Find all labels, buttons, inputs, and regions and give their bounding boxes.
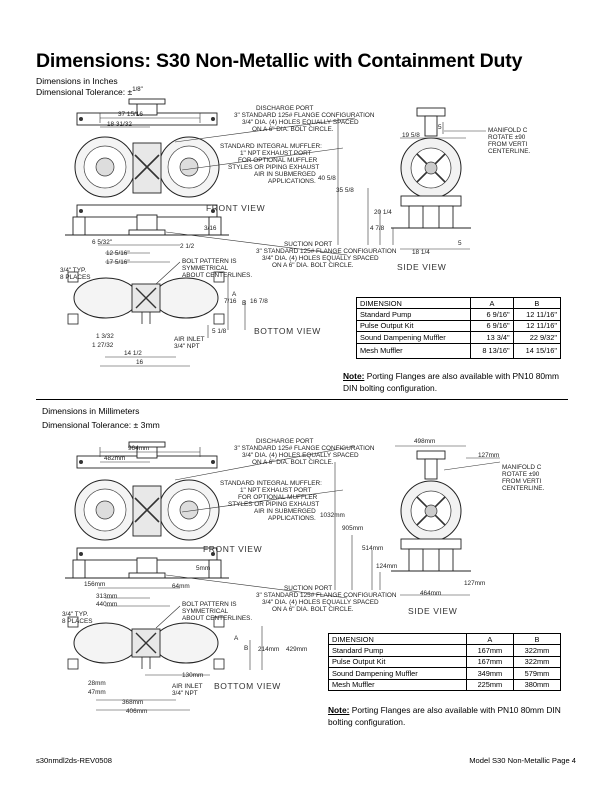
mm-dim-d20: 130mm xyxy=(182,672,204,679)
table-header: B xyxy=(513,298,560,309)
mm-muffler-l3: FOR OPTIONAL MUFFLER xyxy=(238,494,318,501)
mm-dim-d18: 214mm xyxy=(258,646,280,653)
inches-discharge-l3: 3/4" DIA. (4) HOLES EQUALLY SPACED xyxy=(242,119,359,126)
row-a: 6 9/16" xyxy=(471,320,513,331)
table-header: A xyxy=(466,634,513,645)
note-label: Note: xyxy=(328,705,350,715)
inches-suction-l2: 3" STANDARD 125# FLANGE CONFIGURATION xyxy=(256,248,397,255)
row-b: 322mm xyxy=(513,656,560,667)
table-row xyxy=(357,332,561,343)
row-b: 380mm xyxy=(513,679,560,690)
mm-muffler-l6: APPLICATIONS. xyxy=(268,515,316,522)
inches-dim-d22: 1 27/32 xyxy=(92,342,114,349)
inches-suction-l4: ON A 6" DIA. BOLT CIRCLE. xyxy=(272,262,354,269)
note-text: Porting Flanges are also available with PN10 80mm DIN bolting configuration. xyxy=(328,705,561,727)
table-header-row xyxy=(357,298,561,309)
mm-muffler-l4: STYLES OR PIPING EXHAUST xyxy=(228,501,320,508)
inches-bottom-view-label: BOTTOM VIEW xyxy=(254,326,321,336)
inches-muffler-l3: FOR OPTIONAL MUFFLER xyxy=(238,157,318,164)
row-name: Sound Dampening Muffler xyxy=(329,668,467,679)
inches-suction-l3: 3/4" DIA. (4) HOLES EQUALLY SPACED xyxy=(262,255,379,262)
inches-bolt-l2: SYMMETRICAL xyxy=(182,265,229,272)
inches-muffler-l5: AIR IN SUBMERGED xyxy=(254,171,316,178)
row-name: Pulse Output Kit xyxy=(357,320,471,331)
inches-heading: Dimensions in Inches xyxy=(36,76,118,86)
inches-typ-l1: 3/4" TYP. xyxy=(60,267,87,274)
table-header: B xyxy=(513,634,560,645)
row-name: Mesh Muffler xyxy=(329,679,467,690)
inches-front-view-label: FRONT VIEW xyxy=(206,203,266,213)
row-b: 14 15/16" xyxy=(513,343,560,358)
note-text: Porting Flanges are also available with PN10 80mm DIN bolting configuration. xyxy=(343,371,559,393)
table-row xyxy=(329,656,561,667)
mm-dim-d21: 28mm xyxy=(88,680,106,687)
inches-manifold-l4: CENTERLINE. xyxy=(488,148,531,155)
mm-dim-d11: 313mm xyxy=(96,593,118,600)
mm-discharge-l3: 3/4" DIA. (4) HOLES EQUALLY SPACED xyxy=(242,452,359,459)
mm-note xyxy=(328,705,568,728)
row-b: 12 11/16" xyxy=(513,320,560,331)
row-name: Mesh Muffler xyxy=(357,343,471,358)
inches-note xyxy=(343,371,573,394)
mm-dim-d13: 64mm xyxy=(172,583,190,590)
inches-muffler-l2: 1" NPT EXHAUST PORT xyxy=(240,150,312,157)
mm-dim-d12: 440mm xyxy=(96,601,118,608)
mm-suction-l4: ON A 6" DIA. BOLT CIRCLE. xyxy=(272,606,354,613)
footer-page-label: Model S30 Non-Metallic Page 4 xyxy=(469,756,576,765)
mm-dim-d1: 964mm xyxy=(128,445,150,452)
mm-dim-d10: 156mm xyxy=(84,581,106,588)
inches-dim-d20: 5 1/8 xyxy=(212,328,227,335)
row-b: 12 11/16" xyxy=(513,309,560,320)
mm-bottom-view-label: BOTTOM VIEW xyxy=(214,681,281,691)
inches-dim-d5: 40 5/8 xyxy=(318,175,336,182)
inches-dim-d15: 5 xyxy=(458,240,462,247)
mm-dim-d22: 47mm xyxy=(88,689,106,696)
inches-dim-d24: 16 xyxy=(136,359,144,366)
mm-discharge-l4: ON A 6" DIA. BOLT CIRCLE. xyxy=(252,459,334,466)
mm-dim-d8: 124mm xyxy=(376,563,398,570)
row-a: 6 9/16" xyxy=(471,309,513,320)
mm-suction-l1: SUCTION PORT xyxy=(284,585,333,592)
mm-manifold-l4: CENTERLINE. xyxy=(502,485,545,492)
row-name: Standard Pump xyxy=(329,645,467,656)
table-row xyxy=(329,679,561,690)
inches-dim-d10: 6 5/32" xyxy=(92,239,113,246)
inches-bolt-l3: ABOUT CENTERLINES. xyxy=(182,272,253,279)
mm-muffler-l2: 1" NPT EXHAUST PORT xyxy=(240,487,312,494)
mm-side-view-label: SIDE VIEW xyxy=(408,606,458,616)
mm-dim-d17: B xyxy=(244,645,249,652)
table-row xyxy=(357,320,561,331)
note-label: Note: xyxy=(343,371,365,381)
mm-dim-d15: 127mm xyxy=(464,580,486,587)
inches-tolerance-label: Dimensional Tolerance: ± xyxy=(36,87,133,97)
mm-dim-d23: 368mm xyxy=(122,699,144,706)
mm-dim-d5: 1032mm xyxy=(320,512,345,519)
inches-discharge-l2: 3" STANDARD 125# FLANGE CONFIGURATION xyxy=(234,112,375,119)
mm-muffler-l5: AIR IN SUBMERGED xyxy=(254,508,316,515)
inches-dim-d18: 7/16 xyxy=(224,298,237,305)
row-a: 167mm xyxy=(466,656,513,667)
mm-side-view-drawing xyxy=(391,451,471,571)
row-b: 322mm xyxy=(513,645,560,656)
inches-dim-d23: 14 1/2 xyxy=(124,350,142,357)
mm-bolt-l2: SYMMETRICAL xyxy=(182,608,229,615)
page-title: Dimensions: S30 Non-Metallic with Containment Duty xyxy=(36,50,523,72)
inches-dim-d17: B xyxy=(242,300,247,307)
row-name: Sound Dampening Muffler xyxy=(357,332,471,343)
mm-dim-d3: 498mm xyxy=(414,438,436,445)
inches-dim-d4: 5 xyxy=(438,124,442,131)
inches-dim-d19: 16 7/8 xyxy=(250,298,268,305)
inches-air-l2: 3/4" NPT xyxy=(174,343,200,350)
mm-manifold-l2: ROTATE ±90 xyxy=(502,471,540,478)
mm-suction-l3: 3/4" DIA. (4) HOLES EQUALLY SPACED xyxy=(262,599,379,606)
mm-discharge-l2: 3" STANDARD 125# FLANGE CONFIGURATION xyxy=(234,445,375,452)
mm-manifold-l3: FROM VERTI xyxy=(502,478,542,485)
inches-dim-d1: 37 15/16 xyxy=(118,111,143,118)
row-a: 8 13/16" xyxy=(471,343,513,358)
footer-doc-id: s30nmdl2ds-REV0508 xyxy=(36,756,112,765)
table-row xyxy=(357,309,561,320)
mm-heading: Dimensions in Millimeters xyxy=(42,406,140,416)
inches-bottom-view-drawing xyxy=(68,272,224,324)
table-header: A xyxy=(471,298,513,309)
inches-tolerance-value: 1/8" xyxy=(132,87,143,94)
mm-dim-d9: 5mm xyxy=(196,565,211,572)
inches-discharge-l1: DISCHARGE PORT xyxy=(256,105,314,112)
mm-dim-d14: 464mm xyxy=(420,590,442,597)
mm-dim-d7: 514mm xyxy=(362,545,384,552)
mm-discharge-l1: DISCHARGE PORT xyxy=(256,438,314,445)
row-name: Pulse Output Kit xyxy=(329,656,467,667)
mm-dim-d4: 127mm xyxy=(478,452,500,459)
row-a: 13 3/4" xyxy=(471,332,513,343)
table-row xyxy=(329,668,561,679)
inches-dim-d11: 12 5/16" xyxy=(106,250,130,257)
mm-suction-l2: 3" STANDARD 125# FLANGE CONFIGURATION xyxy=(256,592,397,599)
row-b: 22 9/32" xyxy=(513,332,560,343)
inches-dimension-table xyxy=(356,297,561,359)
inches-air-l1: AIR INLET xyxy=(174,336,205,343)
inches-dim-d14: 18 1/4 xyxy=(412,249,430,256)
mm-bolt-l3: ABOUT CENTERLINES. xyxy=(182,615,253,622)
inches-dim-d21: 1 3/32 xyxy=(96,333,114,340)
mm-manifold-l1: MANIFOLD C xyxy=(502,464,542,471)
mm-dimension-table xyxy=(328,633,561,691)
mm-bolt-l1: BOLT PATTERN IS xyxy=(182,601,237,608)
table-row xyxy=(329,645,561,656)
inches-side-view-label: SIDE VIEW xyxy=(397,262,447,272)
inches-dim-d2: 18 31/32 xyxy=(107,121,132,128)
inches-muffler-l1: STANDARD INTEGRAL MUFFLER: xyxy=(220,143,322,150)
mm-dim-d16: A xyxy=(234,635,239,642)
table-header-row xyxy=(329,634,561,645)
table-header: DIMENSION xyxy=(329,634,467,645)
mm-dim-d2: 482mm xyxy=(104,455,126,462)
table-header: DIMENSION xyxy=(357,298,471,309)
inches-suction-l1: SUCTION PORT xyxy=(284,241,333,248)
inches-dim-d16: A xyxy=(232,291,237,298)
row-a: 349mm xyxy=(466,668,513,679)
inches-manifold-l3: FROM VERTI xyxy=(488,141,528,148)
inches-dim-d8: 4 7/8 xyxy=(370,225,385,232)
row-name: Standard Pump xyxy=(357,309,471,320)
inches-dim-d12: 17 5/16" xyxy=(106,259,130,266)
inches-dim-d6: 35 5/8 xyxy=(336,187,354,194)
mm-front-view-label: FRONT VIEW xyxy=(203,544,263,554)
mm-tolerance: Dimensional Tolerance: ± 3mm xyxy=(42,420,160,430)
row-b: 579mm xyxy=(513,668,560,679)
mm-muffler-l1: STANDARD INTEGRAL MUFFLER: xyxy=(220,480,322,487)
mm-dim-d19: 429mm xyxy=(286,646,308,653)
mm-dim-d6: 905mm xyxy=(342,525,364,532)
inches-typ-l2: 8 PLACES xyxy=(60,274,91,281)
inches-side-view-drawing xyxy=(391,108,471,228)
row-a: 167mm xyxy=(466,645,513,656)
mm-air-l2: 3/4" NPT xyxy=(172,690,198,697)
mm-dim-d24: 406mm xyxy=(126,708,148,715)
inches-manifold-l2: ROTATE ±90 xyxy=(488,134,526,141)
inches-discharge-l4: ON A 6" DIA. BOLT CIRCLE. xyxy=(252,126,334,133)
inches-dim-d9: 3/16 xyxy=(204,225,217,232)
inches-muffler-l6: APPLICATIONS. xyxy=(268,178,316,185)
table-row xyxy=(357,343,561,358)
inches-dim-d3: 19 5/8 xyxy=(402,132,420,139)
inches-dim-d7: 20 1/4 xyxy=(374,209,392,216)
mm-front-view-drawing xyxy=(65,442,229,578)
row-a: 225mm xyxy=(466,679,513,690)
inches-manifold-l1: MANIFOLD C xyxy=(488,127,528,134)
mm-air-l1: AIR INLET xyxy=(172,683,203,690)
mm-typ-l1: 3/4" TYP. xyxy=(62,611,89,618)
inches-dim-d13: 2 1/2 xyxy=(180,243,195,250)
inches-muffler-l4: STYLES OR PIPING EXHAUST xyxy=(228,164,320,171)
inches-bolt-l1: BOLT PATTERN IS xyxy=(182,258,237,265)
mm-typ-l2: 8 PLACES xyxy=(62,618,93,625)
